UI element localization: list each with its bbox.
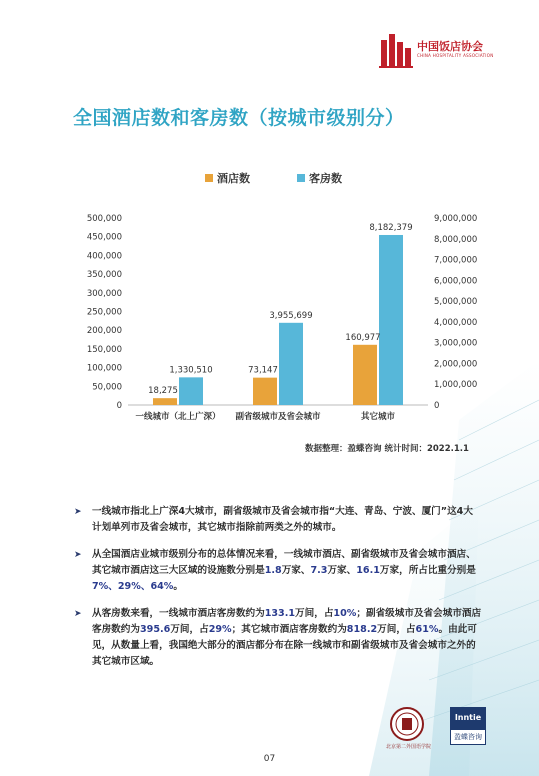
bullet-text: 万家、 <box>281 565 311 576</box>
y-left-tick-label: 450,000 <box>86 232 122 243</box>
arrow-bullet-icon: ➤ <box>74 507 82 517</box>
y-right-tick-label: 6,000,000 <box>434 276 478 287</box>
bullet-text: 从客房数来看，一线城市酒店客房数约为 <box>92 608 265 619</box>
page-title: 全国酒店数和客房数（按城市级别分） <box>73 107 405 129</box>
logo-chinese-name: 中国饭店协会 <box>417 40 483 53</box>
bullet-text: 万间，占 <box>377 624 416 635</box>
bar-hotels-1 <box>153 398 177 405</box>
legend-label-1: 酒店数 <box>217 172 250 185</box>
arrow-bullet-icon: ➤ <box>74 550 82 560</box>
bullet-text: 一线城市指北上广深4大城市，副省级城市及省会城市指“大连、青岛、宁波、厦门”这4大计划单列市及省会城市，其它城市指除前两类之外的城市。 <box>92 506 473 533</box>
logo-english-name: CHINA HOSPITALITY ASSOCIATION <box>417 53 494 58</box>
bullet-text: 从全国酒店业城市级别分布的总体情况来看，一线城市酒店、副省级城市及省会城市酒店、其它城市酒店这三大区域的设施数分别是 <box>92 549 476 576</box>
x-tick-label-3: 其它城市 <box>360 412 396 422</box>
highlight-value: 10% <box>333 608 357 619</box>
inntie-logo <box>450 707 486 745</box>
y-left-tick-label: 100,000 <box>86 363 122 374</box>
highlight-value: 29% <box>208 624 232 635</box>
university-name: 北京第二外国语学院 <box>386 744 432 750</box>
y-right-tick-label: 1,000,000 <box>434 380 478 391</box>
y-right-tick-label: 8,000,000 <box>434 234 478 245</box>
highlight-value: 16.1 <box>356 565 380 576</box>
bullet-text: 万间，占 <box>295 608 334 619</box>
bullet-item <box>72 547 482 595</box>
arrow-bullet-icon: ➤ <box>74 609 82 619</box>
bullet-text: ；副省级城市及省会城市酒店客房数约为 <box>92 608 482 635</box>
bar-hotels-3 <box>353 345 377 405</box>
x-tick-label-2: 副省级城市及省会城市 <box>235 412 321 422</box>
y-left-tick-label: 300,000 <box>86 288 122 299</box>
y-left-tick-label: 150,000 <box>86 344 122 355</box>
bullet-text: ；其它城市酒店客房数约为 <box>231 624 347 635</box>
highlight-value: 395.6 <box>139 624 171 635</box>
inntie-logo-cn: 盈蝶咨询 <box>450 729 486 745</box>
y-right-tick-label: 2,000,000 <box>434 359 478 370</box>
data-label-hotels-3: 160,977 <box>345 332 381 343</box>
y-right-tick-label: 9,000,000 <box>434 214 478 224</box>
y-left-tick-label: 200,000 <box>86 326 122 337</box>
y-left-tick-label: 350,000 <box>86 270 122 281</box>
data-label-hotels-1: 18,275 <box>148 386 178 397</box>
page-number: 07 <box>263 754 276 764</box>
x-tick-label-1: 一线城市（北上广深） <box>135 412 221 422</box>
highlight-value: 61% <box>415 624 439 635</box>
y-right-tick-label: 5,000,000 <box>434 297 478 308</box>
highlight-value: 133.1 <box>264 608 296 619</box>
legend-swatch-2 <box>297 174 305 182</box>
building-logo-icon <box>379 28 413 68</box>
y-left-tick-label: 50,000 <box>92 382 122 393</box>
y-left-tick-label: 0 <box>116 401 122 411</box>
bar-rooms-3 <box>379 235 403 405</box>
legend-swatch-1 <box>205 174 213 182</box>
bar-rooms-1 <box>179 377 203 405</box>
bar-hotels-2 <box>253 378 277 405</box>
footer-logos <box>386 707 500 753</box>
bullet-text: 万间，占 <box>170 624 209 635</box>
highlight-value: 1.8 <box>264 565 282 576</box>
y-left-tick-label: 250,000 <box>86 307 122 318</box>
legend-label-2: 客房数 <box>309 172 342 185</box>
hotels-rooms-bar-chart <box>0 160 539 460</box>
highlight-value: 7.3 <box>310 565 328 576</box>
y-right-tick-label: 4,000,000 <box>434 317 478 328</box>
bullet-text: 万家，所占比重分别是 <box>379 565 476 576</box>
y-right-tick-label: 7,000,000 <box>434 255 478 266</box>
bullet-text: 。由此可见，从数量上看，我国绝大部分的酒店都分布在除一线城市和副省级城市及省会城市之外的其它城市区域。 <box>92 624 477 667</box>
bullet-text: 。 <box>173 581 183 592</box>
bullet-item <box>72 606 482 670</box>
header-logo <box>379 28 499 68</box>
data-label-hotels-2: 73,147 <box>248 365 278 376</box>
university-seal-icon <box>390 707 424 741</box>
highlight-value: 818.2 <box>346 624 378 635</box>
bullet-text: 万家、 <box>327 565 357 576</box>
y-right-tick-label: 3,000,000 <box>434 338 478 349</box>
bullet-item <box>72 504 482 536</box>
data-label-rooms-1: 1,330,510 <box>169 365 213 376</box>
data-source-note: 数据整理：盈蝶咨询 统计时间：2022.1.1 <box>305 444 469 454</box>
bar-rooms-2 <box>279 323 303 405</box>
highlight-value: 7%、29%、64% <box>92 581 174 592</box>
y-left-tick-label: 400,000 <box>86 251 122 262</box>
y-right-tick-label: 0 <box>434 401 440 411</box>
y-left-tick-label: 500,000 <box>86 214 122 224</box>
data-label-rooms-3: 8,182,379 <box>369 222 413 233</box>
inntie-logo-text: Inntie <box>454 713 482 722</box>
bullet-list <box>72 504 482 681</box>
data-label-rooms-2: 3,955,699 <box>269 310 313 321</box>
